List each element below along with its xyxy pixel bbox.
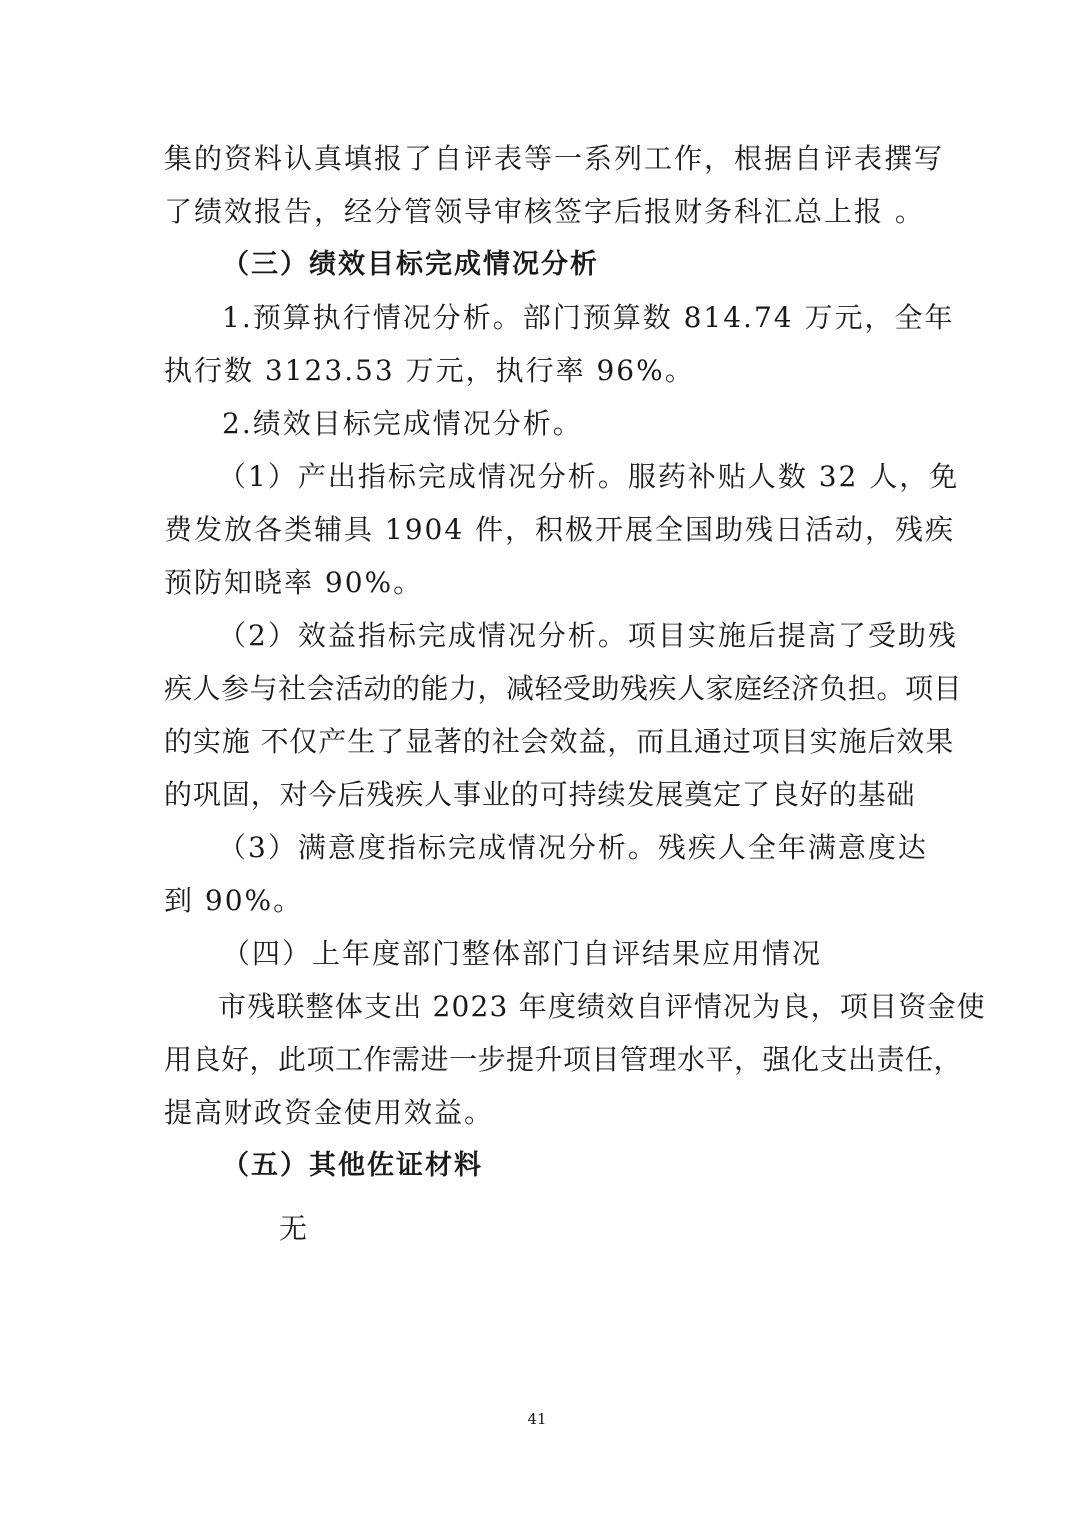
paragraph-prior-year-results: [164, 980, 986, 1139]
text-line: 疾人参与社会活动的能力，减轻受助残疾人家庭经济负担。项目: [164, 672, 963, 705]
paragraph-satisfaction-indicators: [164, 821, 928, 927]
text-line: 执行数 3123.53 万元，执行率 96%。: [164, 354, 695, 387]
paragraph-none: 无: [279, 1212, 310, 1245]
paragraph-goal-analysis: [164, 397, 914, 450]
section-heading-5: （五）其他佐证材料: [222, 1150, 483, 1181]
text-line: 的实施 不仅产生了显著的社会效益，而且通过项目实施后效果: [164, 725, 955, 758]
text-line: 费发放各类辅具 1904 件，积极开展全国助残日活动，残疾: [164, 513, 956, 546]
section-heading-3: （三）绩效目标完成情况分析: [222, 249, 599, 280]
text-line: （2）效益指标完成情况分析。项目实施后提高了受助残: [218, 619, 958, 652]
document-body: [164, 132, 986, 1255]
text-line: 到 90%。: [164, 884, 304, 917]
text-line: 用良好，此项工作需进一步提升项目管理水平，强化支出责任，: [164, 1043, 963, 1076]
paragraph-continuation: [164, 132, 945, 238]
section-heading-4: （四）上年度部门整体部门自评结果应用情况: [222, 937, 823, 970]
text-line: 市残联整体支出 2023 年度绩效自评情况为良，项目资金使: [218, 990, 986, 1023]
page-number: 41: [527, 1410, 547, 1428]
text-line: 集的资料认真填报了自评表等一系列工作，根据自评表撰写: [164, 142, 945, 175]
text-line: （1）产出指标完成情况分析。服药补贴人数 32 人，免: [218, 460, 960, 493]
text-line: 预防知晓率 90%。: [164, 566, 424, 599]
text-line: 提高财政资金使用效益。: [164, 1096, 495, 1129]
text-line: 的巩固，对今后残疾人事业的可持续发展奠定了良好的基础: [164, 778, 916, 811]
text-line: 1.预算执行情况分析。部门预算数 814.74 万元，全年: [222, 301, 955, 334]
paragraph-benefit-indicators: [164, 609, 963, 821]
text-line: 了绩效报告，经分管领导审核签字后报财务科汇总上报 。: [164, 195, 925, 228]
text-line: （3）满意度指标完成情况分析。残疾人全年满意度达: [218, 831, 928, 864]
paragraph-budget-execution: [164, 291, 955, 397]
paragraph-output-indicators: [164, 450, 960, 609]
text-line: 2.绩效目标完成情况分析。: [222, 407, 583, 440]
